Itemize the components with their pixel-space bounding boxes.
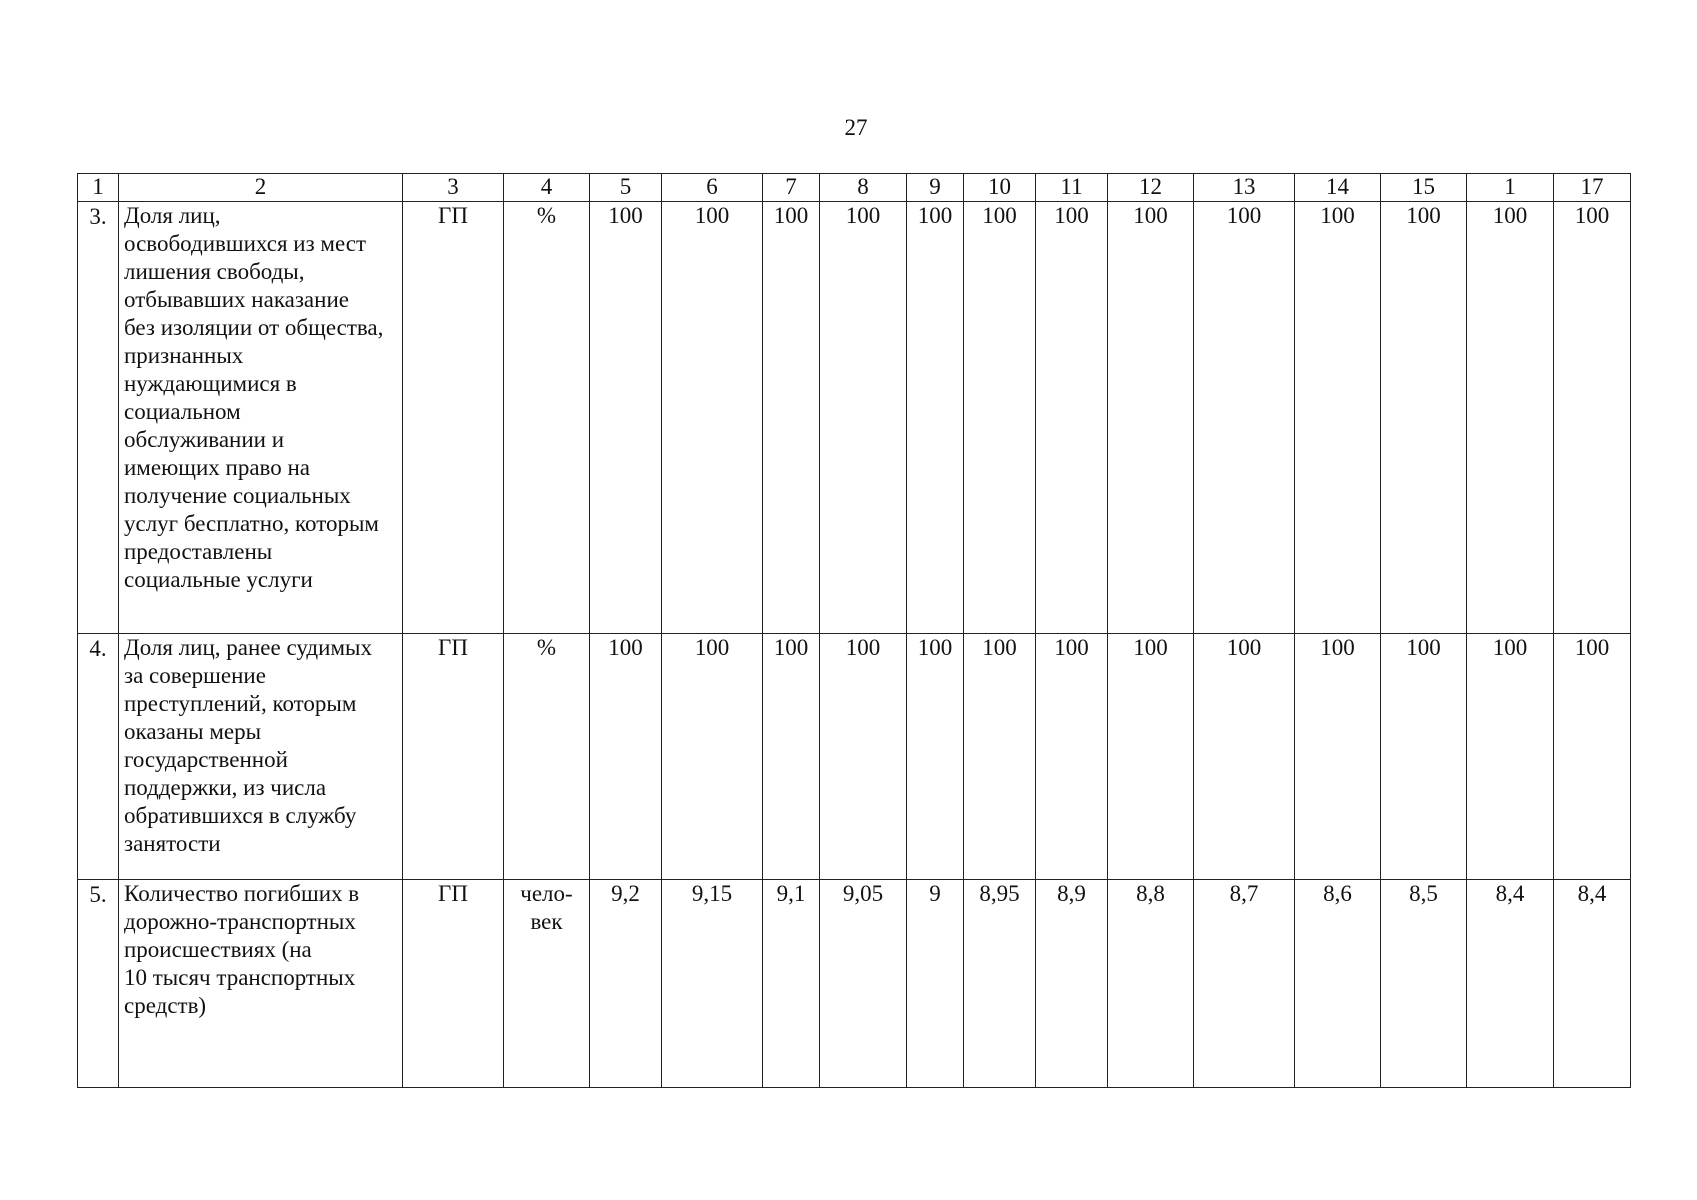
value-cell: 8,4 (1554, 880, 1631, 1088)
value-cell: 100 (907, 634, 964, 880)
value-cell: 100 (1194, 634, 1295, 880)
value-cell: 100 (820, 202, 907, 634)
value-cell: 9,15 (662, 880, 763, 1088)
column-number: 13 (1194, 174, 1295, 202)
value-cell: 100 (590, 202, 662, 634)
value-cell: 100 (590, 634, 662, 880)
column-number: 4 (504, 174, 590, 202)
table-row (78, 634, 1631, 880)
value-cell: 100 (1036, 634, 1108, 880)
value-cell: 100 (1194, 202, 1295, 634)
value-cell: 9,2 (590, 880, 662, 1088)
value-cell: 8,7 (1194, 880, 1295, 1088)
column-number: 1 (1467, 174, 1554, 202)
column-number: 1 (78, 174, 119, 202)
value-cell: 100 (1295, 634, 1381, 880)
value-cell: 9,1 (763, 880, 820, 1088)
indicator-description: Доля лиц, освободившихся из мест лишения свободы, отбывавших наказание без изоляции от общества, признанных нуждающимися в социальном обслуживании и имеющих право на получение социальных услуг бесплатно, которым предоставлены социальные услуги (119, 202, 403, 634)
indicator-description: Количество погибших в дорожно-транспортных происшествиях (на 10 тысяч транспортных средств) (119, 880, 403, 1088)
value-cell: 100 (1467, 202, 1554, 634)
column-number: 10 (964, 174, 1036, 202)
table-row (78, 880, 1631, 1088)
value-cell: 9 (907, 880, 964, 1088)
program-code: ГП (403, 880, 504, 1088)
value-cell: 100 (1554, 634, 1631, 880)
table-row (78, 202, 1631, 634)
column-number: 8 (820, 174, 907, 202)
column-number: 17 (1554, 174, 1631, 202)
column-number: 9 (907, 174, 964, 202)
column-number: 14 (1295, 174, 1381, 202)
value-cell: 100 (1467, 634, 1554, 880)
column-number: 5 (590, 174, 662, 202)
value-cell: 100 (1108, 202, 1194, 634)
column-number: 6 (662, 174, 763, 202)
value-cell: 100 (763, 634, 820, 880)
value-cell: 100 (763, 202, 820, 634)
value-cell: 100 (964, 634, 1036, 880)
value-cell: 100 (1381, 202, 1467, 634)
value-cell: 9,05 (820, 880, 907, 1088)
value-cell: 8,6 (1295, 880, 1381, 1088)
column-number: 7 (763, 174, 820, 202)
value-cell: 8,5 (1381, 880, 1467, 1088)
column-number: 11 (1036, 174, 1108, 202)
column-number: 2 (119, 174, 403, 202)
value-cell: 100 (1381, 634, 1467, 880)
value-cell: 8,4 (1467, 880, 1554, 1088)
column-number: 3 (403, 174, 504, 202)
value-cell: 8,8 (1108, 880, 1194, 1088)
value-cell: 100 (907, 202, 964, 634)
program-code: ГП (403, 202, 504, 634)
unit-of-measure: % (504, 202, 590, 634)
value-cell: 100 (1554, 202, 1631, 634)
value-cell: 8,95 (964, 880, 1036, 1088)
indicators-table (77, 173, 1631, 1088)
column-number-row (78, 174, 1631, 202)
column-number: 15 (1381, 174, 1467, 202)
value-cell: 100 (1036, 202, 1108, 634)
value-cell: 100 (1108, 634, 1194, 880)
row-number: 5. (78, 880, 119, 1088)
page-number: 27 (844, 115, 868, 140)
unit-of-measure: % (504, 634, 590, 880)
column-number: 12 (1108, 174, 1194, 202)
program-code: ГП (403, 634, 504, 880)
value-cell: 100 (820, 634, 907, 880)
value-cell: 100 (662, 634, 763, 880)
value-cell: 100 (662, 202, 763, 634)
unit-of-measure: чело- век (504, 880, 590, 1088)
row-number: 4. (78, 634, 119, 880)
value-cell: 8,9 (1036, 880, 1108, 1088)
value-cell: 100 (964, 202, 1036, 634)
row-number: 3. (78, 202, 119, 634)
value-cell: 100 (1295, 202, 1381, 634)
indicator-description: Доля лиц, ранее судимых за совершение преступлений, которым оказаны меры государственной поддержки, из числа обратившихся в службу занятости (119, 634, 403, 880)
